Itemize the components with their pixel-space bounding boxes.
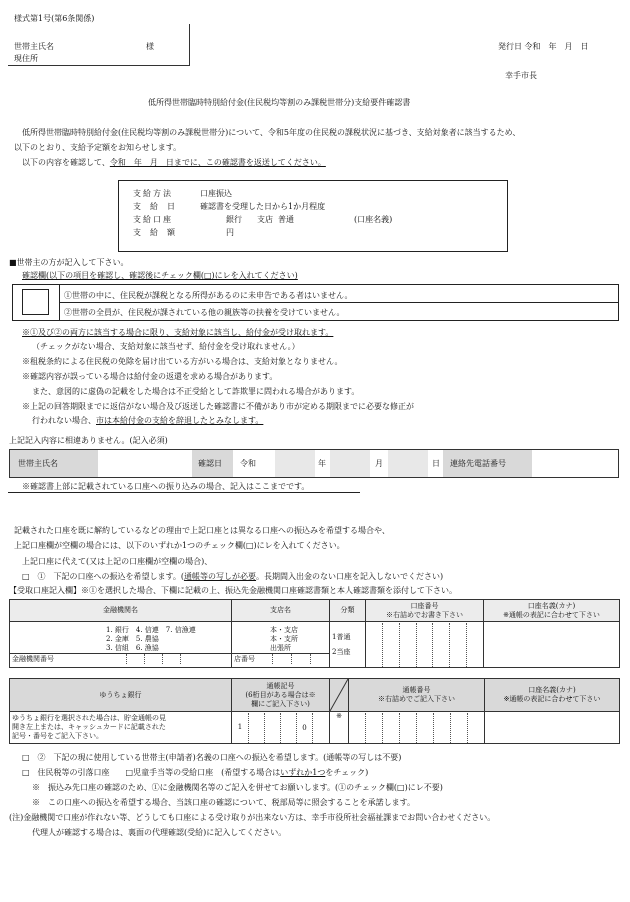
payment-date-label: 支給日 bbox=[133, 202, 184, 211]
yucho-number-input[interactable] bbox=[349, 712, 485, 744]
yucho-table bbox=[9, 678, 620, 744]
col-holder: 口座名義(カナ) ※通帳の表記に合わせて下さい bbox=[484, 600, 620, 622]
payment-holder: (口座名義) bbox=[354, 215, 393, 224]
row-year: 年 bbox=[318, 459, 326, 468]
payment-date-value: 確認書を受理した日から1か月程度 bbox=[200, 202, 326, 211]
footer-note-4: 代理人が確認する場合は、裏面の代理確認(受給)に記入してください。 bbox=[32, 828, 287, 837]
branch-code-label: 店番号 bbox=[234, 654, 255, 663]
sama-label: 様 bbox=[146, 42, 154, 51]
col-type: 分類 bbox=[330, 600, 366, 622]
bank-name-cell[interactable] bbox=[10, 622, 232, 668]
note-5: また、意図的に虚偽の記載をした場合は不正受給として詐欺罪に問われる場合があります。 bbox=[32, 387, 360, 396]
note-6: ※上記の回答期限までに返信がない場合及び返送した確認書に不備があり市が定める期限までに必要な修正が bbox=[22, 402, 414, 411]
account-heading: 【受取口座記入欄】※①を選択した場合、下欄に記載の上、振込先金融機関口座確認書類と本人確認書類を添付して下さい。 bbox=[9, 586, 457, 595]
phone-input[interactable] bbox=[532, 450, 618, 477]
branch-types-2: 本・支所 bbox=[270, 634, 298, 643]
footer-note-2: ※ この口座への振込を希望する場合、当該口座の確認について、税部局等に照会することを承諾します。 bbox=[32, 798, 416, 807]
footer-note-3: (注)金融機関で口座が作れない等、どうしても口座による受け取りが出来ない方は、幸手市役所社会福祉課までお問い合わせください。 bbox=[9, 813, 496, 822]
section2-line-2: 上記口座欄が空欄の場合には、以下のいずれか1つのチェック欄(□)にレを入れてください。 bbox=[14, 541, 345, 550]
type-2: 2当座 bbox=[332, 647, 351, 656]
branch-types-1: 本・支店 bbox=[270, 625, 298, 634]
col-bank: 金融機関名 bbox=[10, 600, 232, 622]
note-2: （チェックがない場合、支給対象に該当せず、給付金を受け取れません。） bbox=[32, 342, 300, 351]
address-label: 現住所 bbox=[14, 54, 38, 63]
branch-name-cell[interactable] bbox=[232, 622, 330, 668]
row-date-label: 確認日 bbox=[198, 459, 222, 468]
note-1: ※①及び②の両方に該当する場合に限り、支給対象に該当し、給付金が受け取れます。 bbox=[22, 328, 334, 337]
yucho-digit-1: 1 bbox=[237, 723, 243, 731]
section2-line-3: 上記口座に代えて(又は上記の口座欄が空欄の場合)、 bbox=[22, 557, 213, 566]
row-phone-label: 連絡先電話番号 bbox=[450, 459, 506, 468]
note-4: ※確認内容が誤っている場合は給付金の返還を求める場合があります。 bbox=[22, 372, 278, 381]
acct-number-cell[interactable] bbox=[366, 622, 484, 668]
bank-code-label: 金融機関番号 bbox=[12, 654, 54, 663]
option-2-sub[interactable]: □ 住民税等の引落口座 □児童手当等の受給口座 (希望する場合はいずれか1つをチェック) bbox=[22, 768, 369, 777]
option-1[interactable]: □ ① 下記の口座への振込を希望します。(通帳等の写しが必要。長期間入出金のない口座を記入しないでください) bbox=[22, 572, 444, 581]
col-branch: 支店名 bbox=[232, 600, 330, 622]
agree-text: 上記記入内容に相違ありません。(記入必須) bbox=[9, 436, 168, 445]
payment-method-label: 支給方法 bbox=[133, 189, 173, 198]
payment-yen: 円 bbox=[226, 228, 234, 237]
confirm-item-2: ②世帯の全員が、住民税が課されている他の親族等の扶養を受けていません。 bbox=[64, 308, 345, 317]
type-cell[interactable] bbox=[330, 622, 366, 668]
intro-line-3: 以下の内容を確認して、令和 年 月 日までに、この確認書を返送してください。 bbox=[22, 158, 326, 167]
row-reiwa: 令和 bbox=[240, 459, 256, 468]
yucho-desc: ゆうちょ銀行を選択された場合は、貯金通帳の見 開き左上または、キャッシュカードに記載された 記号・番号をご記入下さい。 bbox=[10, 712, 232, 744]
row-month: 月 bbox=[375, 459, 383, 468]
form-number: 様式第1号(第6条関係) bbox=[14, 14, 95, 23]
payment-amount-label: 支給額 bbox=[133, 228, 184, 237]
page-title: 低所得世帯臨時特別給付金(住民税均等割のみ課税世帯分)支給要件確認書 bbox=[148, 98, 411, 107]
type-1: 1普通 bbox=[332, 632, 351, 641]
yucho-digit-0: 0 bbox=[296, 713, 312, 743]
confirm-checkbox[interactable] bbox=[22, 289, 49, 315]
yucho-col-holder: 口座名義(カナ) ※通帳の表記に合わせて下さい bbox=[485, 679, 620, 712]
branch-types-3: 出張所 bbox=[270, 643, 291, 652]
mayor: 幸手市長 bbox=[505, 71, 537, 80]
footer-note-1: ※ 振込み先口座の確認のため、①に金融機関名等のご記入を併せてお願いします。(①のチェック欄(□)にレ不要) bbox=[32, 783, 443, 792]
yucho-col-symbol: 通帳記号 (6桁目がある場合は※ 欄にご記入下さい) bbox=[232, 679, 330, 712]
note-7: 行われない場合、市は本給付金の支給を辞退したとみなします。 bbox=[32, 416, 264, 425]
yucho-col-name: ゆうちょ銀行 bbox=[10, 679, 232, 712]
payment-type: 普通 bbox=[278, 215, 294, 224]
cutline-note: ※確認書上部に記載されている口座への振り込みの場合、記入はここまでです。 bbox=[22, 482, 310, 491]
section1-heading: ■世帯主の方が記入して下さい。 bbox=[9, 258, 129, 267]
col-acct: 口座番号 ※右詰めでお書き下さい bbox=[366, 600, 484, 622]
option-2[interactable]: □ ② 下記の現に使用している世帯主(申請者)名義の口座への振込を希望します。(通帳等の写しは不要) bbox=[22, 753, 402, 762]
row-day: 日 bbox=[432, 459, 440, 468]
payment-method-value: 口座振込 bbox=[200, 189, 232, 198]
confirm-heading: 確認欄(以下の項目を確認し、確認後にチェック欄(□)にレを入れてください) bbox=[22, 271, 298, 280]
householder-label: 世帯主氏名 bbox=[14, 42, 54, 51]
payment-branch: 支店 bbox=[257, 215, 273, 224]
householder-name-input[interactable] bbox=[98, 450, 192, 477]
row-name-label: 世帯主氏名 bbox=[18, 459, 58, 468]
bank-types-3: 3. 信組 6. 漁協 bbox=[106, 643, 159, 652]
yucho-symbol-input[interactable] bbox=[232, 712, 330, 744]
payment-info-box bbox=[118, 180, 508, 252]
intro-line-2: 以下のとおり、支給予定額をお知らせします。 bbox=[14, 143, 182, 152]
yucho-holder-input[interactable] bbox=[485, 712, 620, 744]
note-3: ※租税条約による住民税の免除を届け出ている方がいる場合は、支給対象となりません。 bbox=[22, 357, 343, 366]
yucho-slash bbox=[330, 679, 349, 712]
yucho-mark: ※ bbox=[336, 712, 342, 720]
intro-line-1: 低所得世帯臨時特別給付金(住民税均等割のみ課税世帯分)について、令和5年度の住民税の課税状況に基づき、支給対象者に該当するため、 bbox=[22, 128, 521, 137]
yucho-col-number: 通帳番号 ※右詰めでご記入下さい bbox=[349, 679, 485, 712]
payment-account-label: 支給口座 bbox=[133, 215, 173, 224]
yucho-mark-cell[interactable] bbox=[330, 712, 349, 744]
section2-line-1: 記載された口座を既に解約しているなどの理由で上記口座とは異なる口座への振込みを希望する場合や、 bbox=[14, 526, 390, 535]
bank-types-2: 2. 金庫 5. 農協 bbox=[106, 634, 159, 643]
confirm-item-1: ①世帯の中に、住民税が課税となる所得があるのに未申告である者はいません。 bbox=[64, 291, 353, 300]
issue-date: 発行日 令和 年 月 日 bbox=[498, 42, 589, 51]
acct-holder-cell[interactable] bbox=[484, 622, 620, 668]
bank-table bbox=[9, 599, 620, 668]
payment-bank: 銀行 bbox=[226, 215, 242, 224]
bank-types-1: 1. 銀行 4. 信連 7. 信漁連 bbox=[106, 625, 196, 634]
